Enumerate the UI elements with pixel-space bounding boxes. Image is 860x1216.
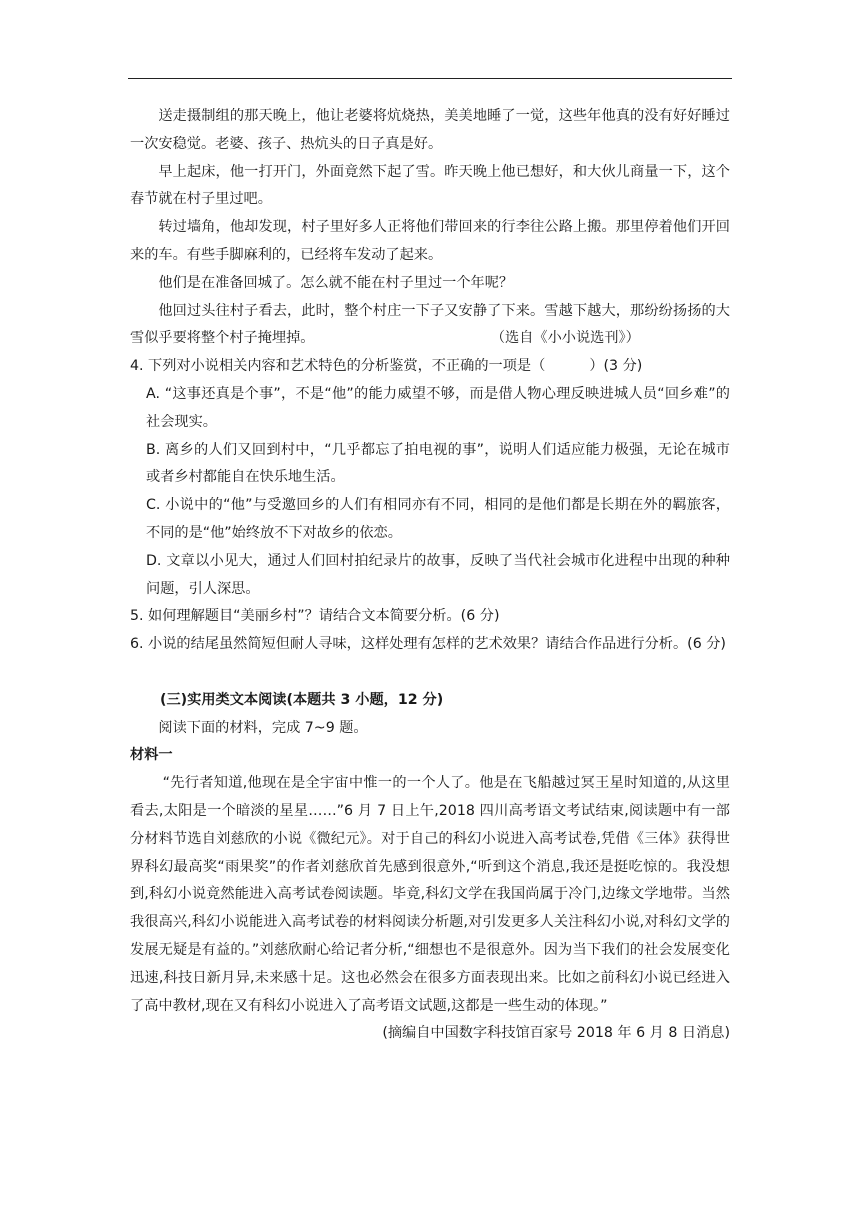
- story-source: （选自《小小说选刊》）: [490, 330, 640, 347]
- section-heading: (三)实用类文本阅读(本题共 3 小题，12 分): [160, 691, 444, 708]
- story-paragraph-5-text: 他回过头往村子看去，此时，整个村庄一下子又安静了下来。雪越下越大，那纷纷扬扬的大雪似乎要将整个村子掩埋掉。: [130, 302, 730, 347]
- option-d: D. 文章以小见大，通过人们回村拍纪录片的故事，反映了当代社会城市化进程中出现的种种问题，引人深思。: [146, 552, 730, 597]
- question-5: 5. 如何理解题目“美丽乡村”？请结合文本简要分析。(6 分): [130, 608, 500, 625]
- material-text: “先行者知道,他现在是全宇宙中惟一的一个人了。他是在飞船越过冥王星时知道的,从这里看去,太阳是一个暗淡的星星……”6 月 7 日上午,2018 四川高考语文考试结束,阅读题中有一部分材料节选自刘慈欣的小说《微纪元》。对于自己的科幻小说进入高考试卷,凭借《三体》获得世界科幻最高奖“雨果奖”的作者刘慈欣首先感到很意外,“听到这个消息,我还是挺吃惊的。我没想到,科幻小说竟然能进入高考试卷阅读题。毕竟,科幻文学在我国尚属于冷门,边缘文学地带。当然我很高兴,科幻小说能进入高考试卷的材料阅读分析题,对引发更多人关注科幻小说,对科幻文学的发展无疑是有益的。”刘慈欣耐心给记者分析,“细想也不是很意外。因为当下我们的社会发展变化迅速,科技日新月异,未来感十足。这也必然会在很多方面表现出来。比如之前科幻小说已经进入了高中教材,现在又有科幻小说进入了高考语文试题,这都是一些生动的体现。”: [130, 775, 730, 1014]
- material-source: (摘编自中国数字科技馆百家号 2018 年 6 月 8 日消息): [382, 1025, 730, 1042]
- story-paragraph-2: 早上起床，他一打开门，外面竟然下起了雪。昨天晚上他已想好，和大伙儿商量一下，这个春节就在村子里过吧。: [130, 163, 730, 208]
- question-4-tail: ）(3 分): [589, 358, 643, 375]
- option-b: B. 离乡的人们又回到村中，“几乎都忘了拍电视的事”，说明人们适应能力极强，无论在城市或者乡村都能自在快乐地生活。: [146, 441, 730, 486]
- section-instruction: 阅读下面的材料，完成 7~9 题。: [158, 719, 368, 736]
- header-rule: [128, 78, 732, 79]
- story-paragraph-5: [130, 298, 730, 354]
- spacer: [130, 659, 730, 687]
- story-paragraph-1: 送走摄制组的那天晚上，他让老婆将炕烧热，美美地睡了一觉，这些年他真的没有好好睡过一次安稳觉。老婆、孩子、热炕头的日子真是好。: [130, 108, 730, 152]
- story-paragraph-3: 转过墙角，他却发现，村子里好多人正将他们带回来的行李往公路上搬。那里停着他们开回来的车。有些手脚麻利的，已经将车发动了起来。: [130, 219, 730, 263]
- option-c: C. 小说中的“他”与受邀回乡的人们有相同亦有不同，相同的是他们都是长期在外的羁旅客，不同的是“他”始终放不下对故乡的依恋。: [146, 497, 730, 541]
- question-6: 6. 小说的结尾虽然简短但耐人寻味，这样处理有怎样的艺术效果？请结合作品进行分析。(6 分): [130, 636, 726, 653]
- story-paragraph-4: 他们是在准备回城了。怎么就不能在村子里过一个年呢？: [158, 274, 514, 291]
- option-a: A. “这事还真是个事”，不是“他”的能力威望不够，而是借人物心理反映进城人员“回乡难”的社会现实。: [146, 385, 730, 430]
- question-4-stem: 4. 下列对小说相关内容和艺术特色的分析鉴赏，不正确的一项是（: [130, 358, 546, 375]
- page-content: [130, 103, 730, 1048]
- question-4: [130, 353, 730, 381]
- material-label: 材料一: [130, 747, 173, 764]
